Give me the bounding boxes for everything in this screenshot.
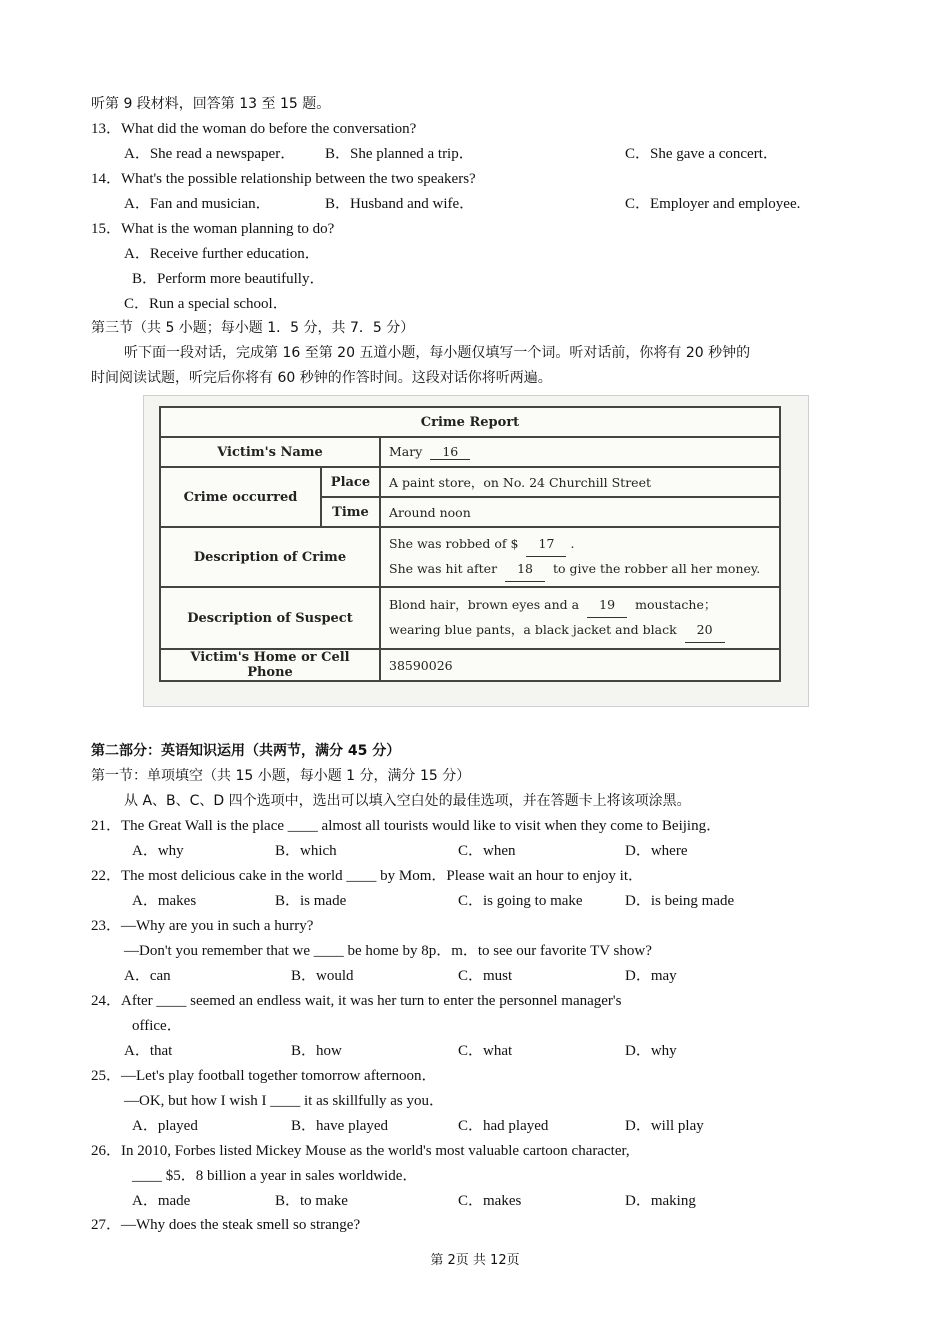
part2-heading: 第二部分：英语知识运用（共两节，满分 45 分） (91, 743, 401, 759)
q26-option-a: A．made (132, 1193, 191, 1209)
victim-name-value: Mary (389, 444, 423, 459)
section-intro: 听第 9 段材料，回答第 13 至 15 题。 (91, 96, 331, 112)
q21-option-b: B．which (275, 843, 337, 859)
suspect-line1-end: moustache； (635, 597, 717, 612)
time-value: Around noon (380, 497, 780, 527)
q24-option-c: C．what (458, 1043, 513, 1059)
time-label: Time (321, 497, 380, 527)
question-24-line2: office． (132, 1018, 182, 1034)
blank-19: 19 (587, 593, 627, 618)
q22-option-b: B．is made (275, 893, 347, 909)
section3-instruction-2: 时间阅读试题，听完后你将有 60 秒钟的作答时间。这段对话你将听两遍。 (91, 370, 552, 386)
suspect-line1-text: Blond hair，brown eyes and a (389, 597, 580, 612)
page-footer: 第 2页 共 12页 (430, 1253, 520, 1268)
q26-option-d: D．making (625, 1193, 696, 1209)
description-of-crime-label: Description of Crime (160, 527, 380, 587)
part2-instruction: 从 A、B、C、D 四个选项中，选出可以填入空白处的最佳选项，并在答题卡上将该项涂黑。 (124, 793, 691, 809)
q23-option-c: C．must (458, 968, 513, 984)
suspect-line2-text: wearing blue pants，a black jacket and black (389, 622, 677, 637)
q25-option-d: D．will play (625, 1118, 704, 1134)
q25-option-a: A．played (132, 1118, 198, 1134)
question-25-line2: —OK, but how I wish I ____ it as skillfully as you． (124, 1093, 444, 1109)
crime-line2-text: She was hit after (389, 561, 498, 576)
question-13-stem: 13．What did the woman do before the conversation? (91, 121, 417, 137)
description-of-suspect-cell (380, 587, 780, 649)
q26-option-b: B．to make (275, 1193, 348, 1209)
blank-17: 17 (526, 532, 566, 557)
q24-option-d: D．why (625, 1043, 677, 1059)
q14-option-a: A．Fan and musician． (124, 196, 271, 212)
victim-name-cell (380, 437, 780, 467)
q24-option-b: B．how (291, 1043, 342, 1059)
question-27-stem: 27．—Why does the steak smell so strange? (91, 1217, 361, 1233)
crime-report-table (159, 406, 781, 682)
q25-option-c: C．had played (458, 1118, 549, 1134)
question-21-stem: 21．The Great Wall is the place ____ almost all tourists would like to visit when they come to Beijing． (91, 818, 722, 834)
q25-option-b: B．have played (291, 1118, 389, 1134)
q15-option-b: B．Perform more beautifully． (132, 271, 325, 287)
question-26-stem: 26．In 2010, Forbes listed Mickey Mouse as the world's most valuable cartoon character, (91, 1143, 630, 1159)
blank-20: 20 (685, 618, 725, 643)
q21-option-c: C．when (458, 843, 516, 859)
crime-line1-text: She was robbed of $ (389, 536, 519, 551)
place-label: Place (321, 467, 380, 497)
q15-option-a: A．Receive further education． (124, 246, 320, 262)
phone-value: 38590026 (380, 649, 780, 681)
question-26-line2: ____ $5．8 billion a year in sales worldwide． (132, 1168, 418, 1184)
q15-option-c: C．Run a special school． (124, 296, 288, 312)
victim-name-label: Victim's Name (160, 437, 380, 467)
question-15-stem: 15．What is the woman planning to do? (91, 221, 335, 237)
part2-sub-heading: 第一节：单项填空（共 15 小题，每小题 1 分，满分 15 分） (91, 768, 471, 784)
question-14-stem: 14．What's the possible relationship between the two speakers? (91, 171, 476, 187)
crime-occurred-label: Crime occurred (160, 467, 321, 527)
q13-option-b: B．She planned a trip． (325, 146, 474, 162)
crime-report-image (143, 395, 809, 707)
q13-option-c: C．She gave a concert． (625, 146, 778, 162)
description-of-suspect-label: Description of Suspect (160, 587, 380, 649)
question-24-stem: 24．After ____ seemed an endless wait, it was her turn to enter the personnel manager's (91, 993, 622, 1009)
crime-line1-end: . (570, 536, 575, 551)
q14-option-c: C．Employer and employee. (625, 196, 801, 212)
q26-option-c: C．makes (458, 1193, 522, 1209)
q23-option-a: A．can (124, 968, 171, 984)
q23-option-b: B．would (291, 968, 354, 984)
q23-option-d: D．may (625, 968, 677, 984)
q13-option-a: A．She read a newspaper． (124, 146, 296, 162)
q24-option-a: A．that (124, 1043, 173, 1059)
q22-option-d: D．is being made (625, 893, 735, 909)
phone-label: Victim's Home or Cell Phone (160, 649, 380, 681)
q14-option-b: B．Husband and wife． (325, 196, 475, 212)
q22-option-a: A．makes (132, 893, 197, 909)
section3-instruction-1: 听下面一段对话，完成第 16 至第 20 五道小题，每小题仅填写一个词。听对话前，你将有 20 秒钟的 (124, 345, 751, 361)
blank-18: 18 (505, 557, 545, 582)
blank-16: 16 (430, 444, 470, 460)
question-23-line2: —Don't you remember that we ____ be home by 8p．m．to see our favorite TV show? (124, 943, 652, 959)
question-22-stem: 22．The most delicious cake in the world ____ by Mom．Please wait an hour to enjoy it． (91, 868, 643, 884)
description-of-crime-cell (380, 527, 780, 587)
crime-report-title: Crime Report (160, 407, 780, 437)
q22-option-c: C．is going to make (458, 893, 583, 909)
question-25-stem: 25．—Let's play football together tomorrow afternoon． (91, 1068, 437, 1084)
section3-heading: 第三节（共 5 小题；每小题 1．5 分，共 7．5 分） (91, 320, 415, 336)
place-value: A paint store，on No. 24 Churchill Street (380, 467, 780, 497)
q21-option-d: D．where (625, 843, 688, 859)
question-23-stem: 23．—Why are you in such a hurry? (91, 918, 314, 934)
q21-option-a: A．why (132, 843, 184, 859)
crime-line2-end: to give the robber all her money. (553, 561, 761, 576)
